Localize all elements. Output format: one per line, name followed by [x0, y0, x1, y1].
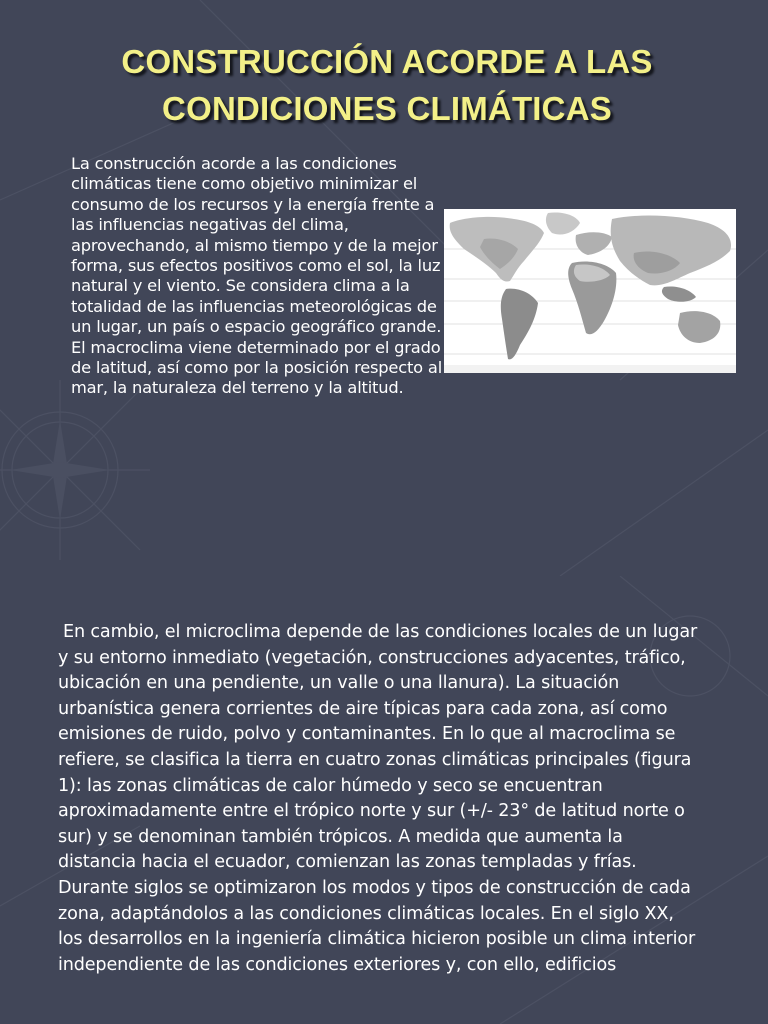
world-map-figure: [444, 209, 736, 373]
body-paragraph: La construcción acorde a las condiciones climáticas tiene como objetivo minimizar el consumo de los recursos y la energía frente a las influencias negativas del clima, aprovechando, al mismo tiempo y de la mejor forma, sus efectos positivos como el sol, la luz natural y el viento. Se considera clima a la totalidad de las influencias meteorológicas de un lugar, un país o espacio geográfico grande. El macroclima viene determinado por el grado de latitud, así como por la posición respecto al mar, la naturaleza del terreno y la altitud.: [71, 154, 443, 398]
slide-2: [0, 576, 768, 1024]
slide-title: CONSTRUCCIÓN ACORDE A LAS CONDICIONES CLIMÁTICAS: [121, 43, 653, 127]
world-map-icon: [444, 209, 736, 373]
body-paragraph: En cambio, el microclima depende de las condiciones locales de un lugar y su entorno inmediato (vegetación, construcciones adyacentes, tráfico, ubicación en una pendiente, un valle o una llanura). La situación urbanística genera corrientes de aire típicas para cada zona, así como emisiones de ruido, polvo y contaminantes. En lo que al macroclima se refiere, se clasifica la tierra en cuatro zonas climáticas principales (figura 1): las zonas climáticas de calor húmedo y seco se encuentran aproximadamente entre el trópico norte y sur (+/- 23° de latitud norte o sur) y se denominan también trópicos. A medida que aumenta la distancia hacia el ecuador, comienzan las zonas templadas y frías. Durante siglos se optimizaron los modos y tipos de construcción de cada zona, adaptándolos a las condiciones climáticas locales. En el siglo XX, los desarrollos en la ingeniería climática hicieron posible un clima interior independiente de las condiciones exteriores y, con ello, edificios: [58, 622, 698, 975]
